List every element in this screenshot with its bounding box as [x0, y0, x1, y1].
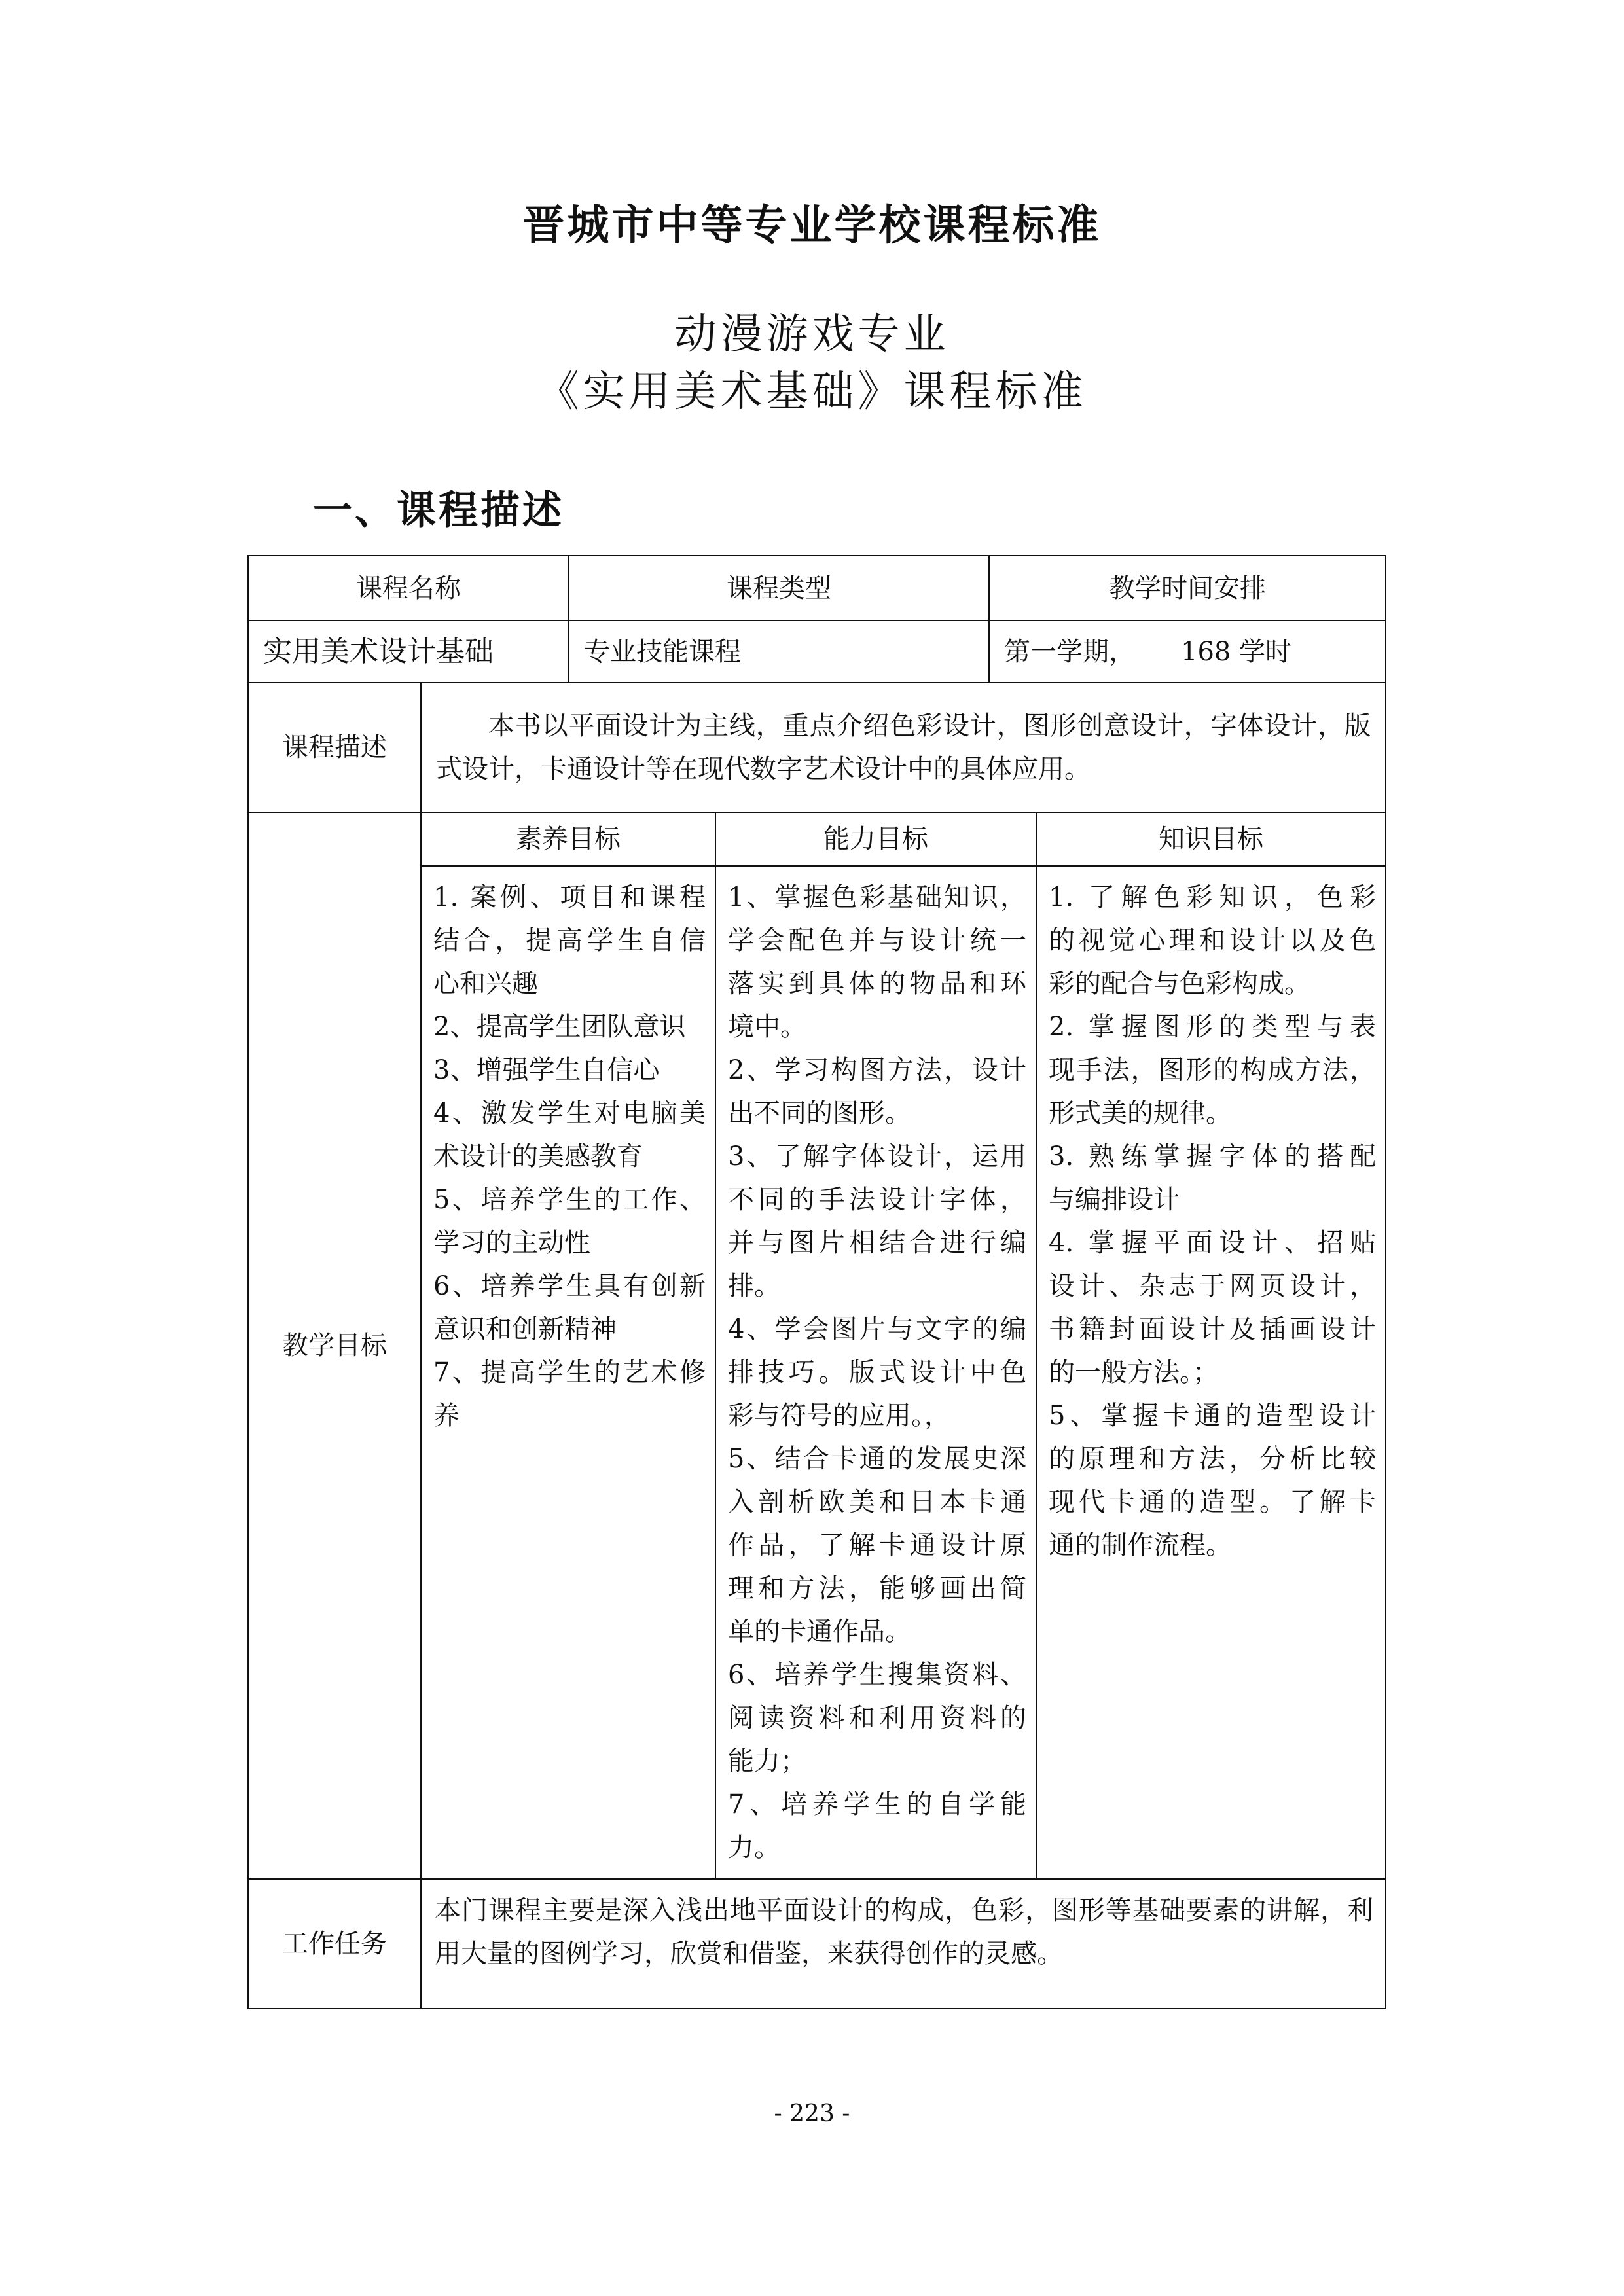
- column-header-knowledge: 知识目标: [1036, 812, 1386, 867]
- quality-line: 心和兴趣: [433, 969, 538, 999]
- course-name-value: 实用美术设计基础: [247, 620, 569, 683]
- knowledge-line: 的视觉心理和设计以及色: [1049, 925, 1376, 956]
- knowledge-line: 现手法，图形的构成方法，: [1049, 1055, 1376, 1085]
- hours-text: 168 学时: [1181, 636, 1292, 667]
- knowledge-line: 4. 掌握平面设计、招贴: [1049, 1228, 1376, 1258]
- major-subtitle: 动漫游戏专业: [674, 310, 950, 359]
- knowledge-line: 与编排设计: [1049, 1185, 1180, 1215]
- quality-line: 5、培养学生的工作、: [433, 1185, 706, 1215]
- ability-objectives-list: [715, 865, 1037, 1880]
- ability-line: 单的卡通作品。: [728, 1617, 911, 1647]
- description-cell: [420, 682, 1386, 813]
- column-header-ability: 能力目标: [715, 812, 1037, 867]
- knowledge-objectives-list: [1036, 865, 1386, 1880]
- quality-line: 结合，提高学生自信: [433, 925, 706, 956]
- objectives-label: 教学目标: [247, 812, 422, 1880]
- ability-line: 不同的手法设计字体，: [728, 1185, 1026, 1215]
- header-course-name: 课程名称: [247, 555, 569, 621]
- knowledge-line: 通的制作流程。: [1049, 1530, 1232, 1560]
- quality-objectives-list: [420, 865, 716, 1880]
- description-text: 本书以平面设计为主线，重点介绍色彩设计，图形创意设计，字体设计，版式设计，卡通设计等在现代数字艺术设计中的具体应用。: [436, 711, 1371, 784]
- ability-line: 7、培养学生的自学能: [728, 1789, 1026, 1820]
- ability-line: 理和方法，能够画出简: [728, 1573, 1026, 1604]
- quality-line: 2、提高学生团队意识: [433, 1012, 686, 1042]
- quality-line: 学习的主动性: [433, 1228, 590, 1258]
- column-header-quality: 素养目标: [420, 812, 716, 867]
- knowledge-line: 设计、杂志于网页设计，: [1049, 1271, 1376, 1301]
- course-standard-subtitle: 《实用美术基础》课程标准: [537, 368, 1087, 416]
- ability-line: 彩与符号的应用。，: [728, 1401, 950, 1431]
- quality-line: 养: [433, 1401, 460, 1431]
- quality-line: 6、培养学生具有创新: [433, 1271, 706, 1301]
- quality-line: 1. 案例、项目和课程: [433, 882, 706, 912]
- knowledge-line: 的原理和方法，分析比较: [1049, 1444, 1376, 1474]
- ability-line: 排技巧。版式设计中色: [728, 1357, 1026, 1388]
- ability-line: 排。: [728, 1271, 780, 1301]
- quality-line: 意识和创新精神: [433, 1314, 617, 1344]
- document-title: 晋城市中等专业学校课程标准: [522, 202, 1102, 250]
- ability-line: 作品，了解卡通设计原: [728, 1530, 1026, 1560]
- knowledge-line: 1. 了解色彩知识，色彩: [1049, 882, 1376, 912]
- knowledge-line: 的一般方法。；: [1049, 1357, 1219, 1388]
- knowledge-line: 现代卡通的造型。了解卡: [1049, 1487, 1376, 1517]
- description-label: 课程描述: [247, 682, 422, 813]
- work-tasks-text: 本门课程主要是深入浅出地平面设计的构成，色彩，图形等基础要素的讲解，利用大量的图例学习，欣赏和借鉴，来获得创作的灵感。: [420, 1878, 1386, 2009]
- ability-line: 能力；: [728, 1746, 806, 1776]
- header-course-type: 课程类型: [568, 555, 990, 621]
- knowledge-line: 彩的配合与色彩构成。: [1049, 969, 1310, 999]
- quality-line: 7、提高学生的艺术修: [433, 1357, 706, 1388]
- knowledge-line: 书籍封面设计及插画设计: [1049, 1314, 1376, 1344]
- ability-line: 力。: [728, 1833, 780, 1863]
- ability-line: 阅读资料和利用资料的: [728, 1703, 1026, 1733]
- header-schedule: 教学时间安排: [988, 555, 1386, 621]
- ability-line: 4、学会图片与文字的编: [728, 1314, 1026, 1344]
- schedule-value: [988, 620, 1386, 683]
- ability-line: 5、结合卡通的发展史深: [728, 1444, 1026, 1474]
- page-number: - 223 -: [774, 2100, 850, 2127]
- ability-line: 并与图片相结合进行编: [728, 1228, 1026, 1258]
- knowledge-line: 形式美的规律。: [1049, 1098, 1232, 1128]
- ability-line: 境中。: [728, 1012, 806, 1042]
- course-type-value: 专业技能课程: [568, 620, 990, 683]
- quality-line: 3、增强学生自信心: [433, 1055, 660, 1085]
- ability-line: 2、学习构图方法，设计: [728, 1055, 1026, 1085]
- ability-line: 学会配色并与设计统一: [728, 925, 1026, 956]
- ability-line: 1、掌握色彩基础知识，: [728, 882, 1026, 912]
- quality-line: 术设计的美感教育: [433, 1141, 643, 1172]
- quality-line: 4、激发学生对电脑美: [433, 1098, 706, 1128]
- knowledge-line: 3. 熟练掌握字体的搭配: [1049, 1141, 1376, 1172]
- knowledge-line: 5、掌握卡通的造型设计: [1049, 1401, 1376, 1431]
- semester-text: 第一学期，: [1004, 636, 1135, 667]
- ability-line: 出不同的图形。: [728, 1098, 911, 1128]
- section-heading-course-description: 一、课程描述: [313, 488, 564, 533]
- work-tasks-label: 工作任务: [247, 1878, 422, 2009]
- knowledge-line: 2. 掌握图形的类型与表: [1049, 1012, 1376, 1042]
- ability-line: 落实到具体的物品和环: [728, 969, 1026, 999]
- ability-line: 6、培养学生搜集资料、: [728, 1660, 1026, 1690]
- ability-line: 入剖析欧美和日本卡通: [728, 1487, 1026, 1517]
- ability-line: 3、了解字体设计，运用: [728, 1141, 1026, 1172]
